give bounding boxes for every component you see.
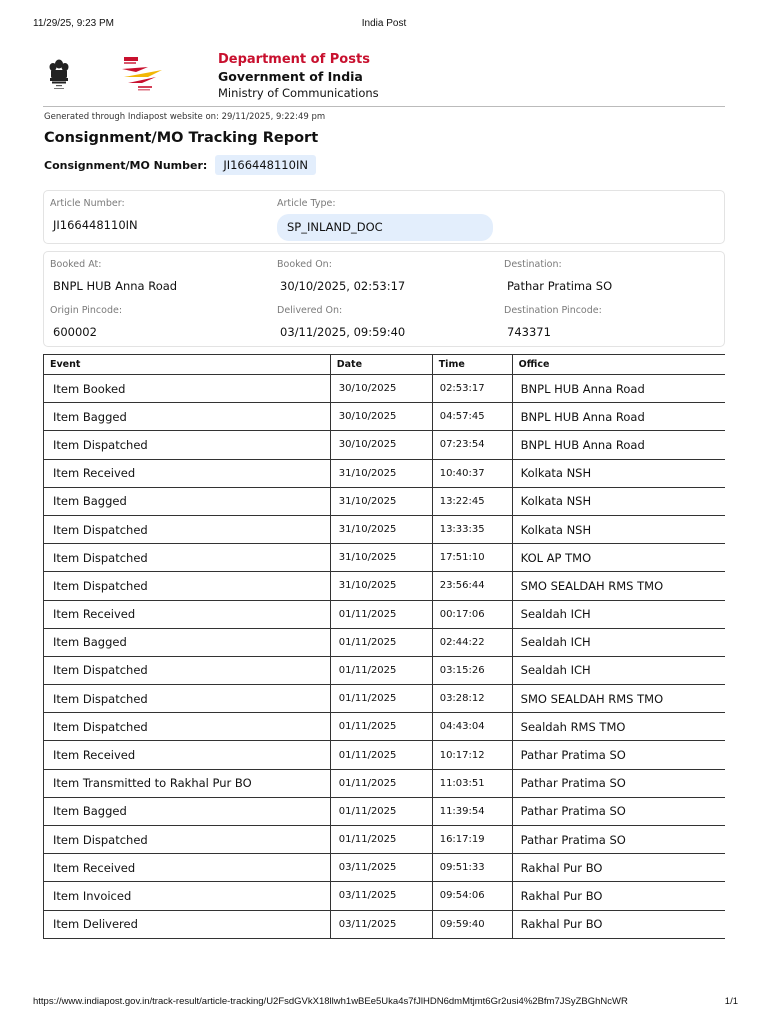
office-cell: Pathar Pratima SO xyxy=(512,741,725,769)
time-cell: 11:39:54 xyxy=(432,797,512,825)
delivered-on-label: Delivered On: xyxy=(277,305,343,316)
booked-on-label: Booked On: xyxy=(277,259,332,270)
origin-pincode-label: Origin Pincode: xyxy=(50,305,123,316)
time-cell: 13:22:45 xyxy=(432,487,512,515)
booked-at-label: Booked At: xyxy=(50,259,102,270)
origin-pincode-field xyxy=(50,305,122,340)
date-cell: 01/11/2025 xyxy=(330,685,432,713)
page-url: https://www.indiapost.gov.in/track-result/article-tracking/U2FsdGVkX18llwh1wBEe5Uka4s7fJlHDN6dmMtjmt6Gr2usi4%2Bfm7JSyZBGhNcWR xyxy=(33,996,628,1007)
time-cell: 11:03:51 xyxy=(432,769,512,797)
table-row xyxy=(44,656,726,684)
destination-field xyxy=(504,259,612,294)
event-cell: Item Received xyxy=(44,600,331,628)
event-cell: Item Delivered xyxy=(44,910,331,938)
office-cell: Kolkata NSH xyxy=(512,459,725,487)
table-row xyxy=(44,572,726,600)
office-cell: Rakhal Pur BO xyxy=(512,882,725,910)
booked-at-field xyxy=(50,259,177,294)
delivered-on-value: 03/11/2025, 09:59:40 xyxy=(280,325,406,339)
print-title: India Post xyxy=(361,18,407,29)
office-cell: Sealdah ICH xyxy=(512,628,725,656)
event-cell: Item Dispatched xyxy=(44,713,331,741)
page-number: 1/1 xyxy=(724,996,738,1007)
time-cell: 02:53:17 xyxy=(432,375,512,403)
column-header-time: Time xyxy=(432,355,512,375)
office-cell: BNPL HUB Anna Road xyxy=(512,375,725,403)
office-cell: Sealdah ICH xyxy=(512,656,725,684)
consignment-number-label: Consignment/MO Number: xyxy=(44,158,208,172)
organization-block xyxy=(218,51,379,102)
date-cell: 30/10/2025 xyxy=(330,403,432,431)
date-cell: 31/10/2025 xyxy=(330,487,432,515)
table-row xyxy=(44,713,726,741)
table-row xyxy=(44,826,726,854)
article-type-field xyxy=(277,198,493,241)
article-number-label: Article Number: xyxy=(50,198,125,209)
time-cell: 16:17:19 xyxy=(432,826,512,854)
event-cell: Item Bagged xyxy=(44,797,331,825)
time-cell: 00:17:06 xyxy=(432,600,512,628)
office-cell: Kolkata NSH xyxy=(512,487,725,515)
event-cell: Item Dispatched xyxy=(44,656,331,684)
date-cell: 30/10/2025 xyxy=(330,431,432,459)
event-cell: Item Dispatched xyxy=(44,515,331,543)
table-row xyxy=(44,797,726,825)
office-cell: BNPL HUB Anna Road xyxy=(512,403,725,431)
time-cell: 09:51:33 xyxy=(432,854,512,882)
column-header-date: Date xyxy=(330,355,432,375)
booking-details-card xyxy=(43,251,725,347)
india-post-logo-icon xyxy=(118,55,172,95)
table-row xyxy=(44,600,726,628)
table-row xyxy=(44,910,726,938)
event-cell: Item Bagged xyxy=(44,628,331,656)
date-cell: 01/11/2025 xyxy=(330,713,432,741)
print-datetime: 11/29/25, 9:23 PM xyxy=(33,18,114,29)
office-cell: Sealdah RMS TMO xyxy=(512,713,725,741)
generated-note: Generated through Indiapost website on: 29/11/2025, 9:22:49 pm xyxy=(44,112,326,122)
office-cell: BNPL HUB Anna Road xyxy=(512,431,725,459)
time-cell: 17:51:10 xyxy=(432,544,512,572)
table-row xyxy=(44,403,726,431)
event-cell: Item Received xyxy=(44,854,331,882)
destination-label: Destination: xyxy=(504,259,562,270)
table-row xyxy=(44,882,726,910)
date-cell: 31/10/2025 xyxy=(330,459,432,487)
page-title: Consignment/MO Tracking Report xyxy=(44,130,319,146)
table-body xyxy=(44,375,726,939)
date-cell: 01/11/2025 xyxy=(330,797,432,825)
time-cell: 04:43:04 xyxy=(432,713,512,741)
office-cell: Rakhal Pur BO xyxy=(512,910,725,938)
table-row xyxy=(44,459,726,487)
date-cell: 31/10/2025 xyxy=(330,515,432,543)
booked-at-value: BNPL HUB Anna Road xyxy=(53,279,178,293)
table-row xyxy=(44,854,726,882)
office-cell: SMO SEALDAH RMS TMO xyxy=(512,572,725,600)
time-cell: 04:57:45 xyxy=(432,403,512,431)
article-type-label: Article Type: xyxy=(277,198,336,209)
office-cell: KOL AP TMO xyxy=(512,544,725,572)
header-divider xyxy=(43,106,725,107)
print-header xyxy=(33,18,735,32)
state-emblem-icon xyxy=(48,58,70,92)
delivered-on-field xyxy=(277,305,405,340)
tracking-events-table xyxy=(43,354,725,939)
office-cell: Pathar Pratima SO xyxy=(512,797,725,825)
date-cell: 01/11/2025 xyxy=(330,769,432,797)
event-cell: Item Dispatched xyxy=(44,685,331,713)
article-details-card xyxy=(43,190,725,244)
event-cell: Item Received xyxy=(44,459,331,487)
date-cell: 01/11/2025 xyxy=(330,826,432,854)
date-cell: 03/11/2025 xyxy=(330,910,432,938)
date-cell: 31/10/2025 xyxy=(330,572,432,600)
destination-value: Pathar Pratima SO xyxy=(507,279,613,293)
event-cell: Item Invoiced xyxy=(44,882,331,910)
print-footer xyxy=(33,996,738,1010)
date-cell: 03/11/2025 xyxy=(330,882,432,910)
date-cell: 01/11/2025 xyxy=(330,600,432,628)
table-row xyxy=(44,515,726,543)
event-cell: Item Dispatched xyxy=(44,572,331,600)
booked-on-value: 30/10/2025, 02:53:17 xyxy=(280,279,406,293)
time-cell: 23:56:44 xyxy=(432,572,512,600)
time-cell: 02:44:22 xyxy=(432,628,512,656)
consignment-number-value: JI166448110IN xyxy=(215,155,316,175)
booked-on-field xyxy=(277,259,405,294)
time-cell: 03:15:26 xyxy=(432,656,512,684)
event-cell: Item Dispatched xyxy=(44,826,331,854)
event-cell: Item Dispatched xyxy=(44,431,331,459)
column-header-event: Event xyxy=(44,355,331,375)
event-cell: Item Transmitted to Rakhal Pur BO xyxy=(44,769,331,797)
date-cell: 31/10/2025 xyxy=(330,544,432,572)
event-cell: Item Received xyxy=(44,741,331,769)
office-cell: Pathar Pratima SO xyxy=(512,826,725,854)
date-cell: 01/11/2025 xyxy=(330,628,432,656)
table-header-row xyxy=(44,355,726,375)
destination-pincode-value: 743371 xyxy=(507,325,551,339)
table-row xyxy=(44,544,726,572)
event-cell: Item Bagged xyxy=(44,403,331,431)
table-row xyxy=(44,741,726,769)
department-name: Department of Posts xyxy=(218,52,370,67)
time-cell: 10:40:37 xyxy=(432,459,512,487)
origin-pincode-value: 600002 xyxy=(53,325,97,339)
government-name: Government of India xyxy=(218,69,363,84)
column-header-office: Office xyxy=(512,355,725,375)
destination-pincode-label: Destination Pincode: xyxy=(504,305,602,316)
table-row xyxy=(44,685,726,713)
table-row xyxy=(44,769,726,797)
event-cell: Item Dispatched xyxy=(44,544,331,572)
office-cell: Rakhal Pur BO xyxy=(512,854,725,882)
time-cell: 09:54:06 xyxy=(432,882,512,910)
table-row xyxy=(44,375,726,403)
office-cell: SMO SEALDAH RMS TMO xyxy=(512,685,725,713)
office-cell: Kolkata NSH xyxy=(512,515,725,543)
destination-pincode-field xyxy=(504,305,602,340)
time-cell: 03:28:12 xyxy=(432,685,512,713)
article-number-field xyxy=(50,198,138,233)
office-cell: Sealdah ICH xyxy=(512,600,725,628)
time-cell: 07:23:54 xyxy=(432,431,512,459)
time-cell: 13:33:35 xyxy=(432,515,512,543)
event-cell: Item Booked xyxy=(44,375,331,403)
date-cell: 03/11/2025 xyxy=(330,854,432,882)
date-cell: 01/11/2025 xyxy=(330,656,432,684)
article-number-value: JI166448110IN xyxy=(53,218,138,232)
time-cell: 09:59:40 xyxy=(432,910,512,938)
office-cell: Pathar Pratima SO xyxy=(512,769,725,797)
article-type-value: SP_INLAND_DOC xyxy=(277,214,493,241)
date-cell: 01/11/2025 xyxy=(330,741,432,769)
event-cell: Item Bagged xyxy=(44,487,331,515)
date-cell: 30/10/2025 xyxy=(330,375,432,403)
ministry-name: Ministry of Communications xyxy=(218,86,379,100)
time-cell: 10:17:12 xyxy=(432,741,512,769)
consignment-number-row xyxy=(44,154,316,176)
table-row xyxy=(44,628,726,656)
table-row xyxy=(44,431,726,459)
table-row xyxy=(44,487,726,515)
